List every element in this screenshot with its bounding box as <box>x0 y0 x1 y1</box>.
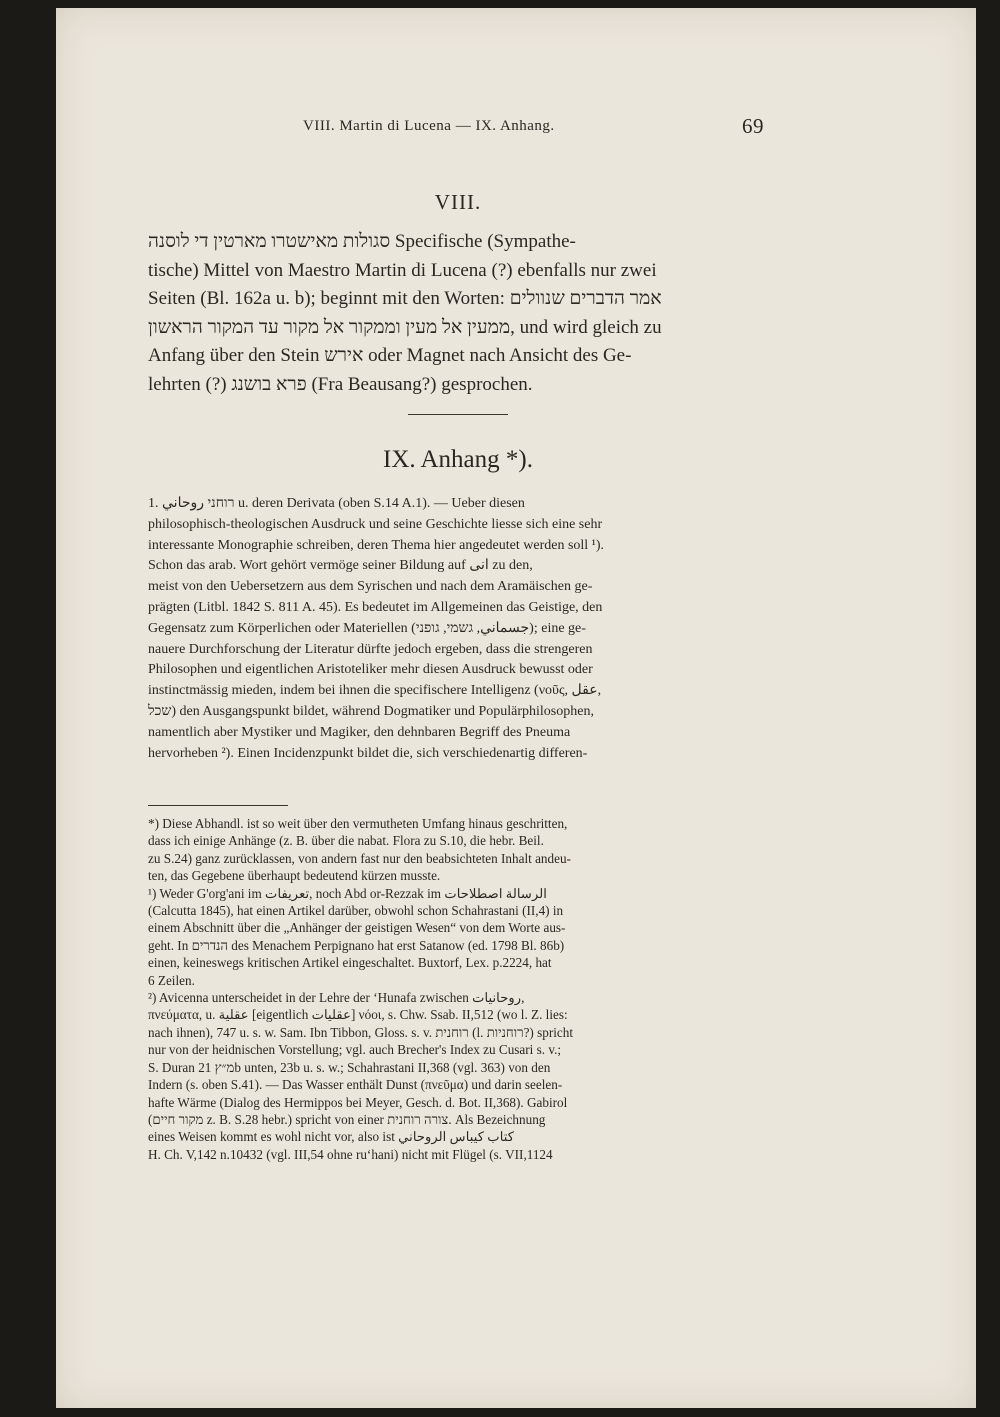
footnote-divider <box>148 805 288 806</box>
footnote-line: Indern (s. oben S.41). — Das Wasser enthält Dunst (πνεῦμα) und darin seelen- <box>148 1077 563 1093</box>
text-line: meist von den Uebersetzern aus dem Syrischen und nach dem Aramäischen ge- <box>148 579 593 595</box>
footnote-line: zu S.24) ganz zurücklassen, von andern fast nur den beabsichteten Inhalt andeu- <box>148 850 571 866</box>
section-ix-body <box>148 494 768 764</box>
section-divider <box>408 414 508 415</box>
footnote-line: nur von der heidnischen Vorstellung; vgl. auch Brecher's Index zu Cusari s. v.; <box>148 1042 562 1058</box>
text-line: tische) Mittel von Maestro Martin di Lucena (?) ebenfalls nur zwei <box>148 259 657 281</box>
text-line: Schon das arab. Wort gehört vermöge seiner Bildung auf انى zu den, <box>148 558 533 574</box>
footnote-line: 6 Zeilen. <box>148 972 195 988</box>
text-line: שכל) den Ausgangspunkt bildet, während Dogmatiker und Populärphilosophen, <box>148 703 594 719</box>
footnote-line: eines Weisen kommt es wohl nicht vor, also ist كتاب كيباس الروحاني <box>148 1129 514 1145</box>
text-line: interessante Monographie schreiben, deren Thema hier angedeutet werden soll ¹). <box>148 537 605 553</box>
text-line: Philosophen und eigentlichen Aristoteliker mehr diesen Ausdruck bewusst oder <box>148 662 593 678</box>
text-line: סגולות מאישטרו מארטין די לוסנה Specifische (Sympathe- <box>148 231 576 252</box>
footnote-line: (מקור חיים z. B. S.28 hebr.) spricht von einer צורה רוחנית. Als Bezeichnung <box>148 1111 546 1127</box>
text-line: Anfang über den Stein אירש oder Magnet nach Ansicht des Ge- <box>148 345 632 367</box>
footnote-line: einen, keineswegs kritischen Artikel eingeschaltet. Buxtorf, Lex. p.2224, hat <box>148 955 552 971</box>
text-line: hervorheben ²). Einen Incidenzpunkt bildet die, sich verschiedenartig differen- <box>148 745 588 761</box>
footnote-line: ten, das Gegebene überhaupt bedeutend kürzen musste. <box>148 868 441 884</box>
section-viii-heading: VIII. <box>434 190 482 214</box>
footnote-line: (Calcutta 1845), hat einen Artikel darüber, obwohl schon Schahrastani (II,4) in <box>148 903 564 919</box>
section-ix-heading: IX. Anhang *). <box>383 446 533 473</box>
footnote-line: einem Abschnitt über die „Anhänger der geistigen Wesen“ von dem Worte aus- <box>148 920 566 936</box>
text-line: instinctmässig mieden, indem bei ihnen die specifischere Intelligenz (νοῦς, عقل, <box>148 683 602 699</box>
footnote-line: S. Duran מ״ץ 21b unten, 23b u. s. w.; Schahrastani II,368 (vgl. 363) von den <box>148 1059 551 1075</box>
text-line: prägten (Litbl. 1842 S. 811 A. 45). Es bedeutet im Allgemeinen das Geistige, den <box>148 599 603 615</box>
section-viii-body <box>148 228 768 400</box>
text-line: philosophisch-theologischen Ausdruck und seine Geschichte liesse sich eine sehr <box>148 516 603 532</box>
text-line: ממעין אל מעין וממקור אל מקור עד המקור הראשון, und wird gleich zu <box>148 316 662 338</box>
text-line: 1. רוחני روحاني u. deren Derivata (oben S.14 A.1). — Ueber diesen <box>148 496 525 511</box>
text-line: Seiten (Bl. 162a u. b); beginnt mit den Worten: אמר הדברים שנוולים <box>148 288 662 310</box>
text-line: namentlich aber Mystiker und Magiker, den dehnbaren Begriff des Pneuma <box>148 724 571 740</box>
footnote-line: ¹) Weder G'org'ani im تعريفات, noch Abd or-Rezzak im الرسالة اصطلاحات <box>148 885 547 901</box>
text-line: Gegensatz zum Körperlichen oder Materiellen (جسماني, גשמי, גופני); eine ge- <box>148 620 586 636</box>
text-line: nauere Durchforschung der Literatur dürfte jedoch ergeben, dass die strengeren <box>148 641 593 657</box>
footnote-line: H. Ch. V,142 n.10432 (vgl. III,54 ohne ru‘hani) nicht mit Flügel (s. VII,1124 <box>148 1146 553 1162</box>
running-head-title: VIII. Martin di Lucena — IX. Anhang. <box>303 118 555 134</box>
text-line: lehrten (?) פרא בושנג (Fra Beausang?) gesprochen. <box>148 373 533 395</box>
footnotes <box>148 815 768 1163</box>
footnote-line: *) Diese Abhandl. ist so weit über den vermutheten Umfang hinaus geschritten, <box>148 816 568 831</box>
footnote-line: hafte Wärme (Dialog des Hermippos bei Meyer, Gesch. d. Bot. II,368). Gabirol <box>148 1094 568 1110</box>
footnote-line: πνεύματα, u. عقلية [eigentlich عقليات] νόοι, s. Chw. Ssab. II,512 (wo l. Z. lies: <box>148 1007 568 1023</box>
footnote-line: ²) Avicenna unterscheidet in der Lehre der ‘Hunafa zwischen روحانيات, <box>148 990 525 1006</box>
page-number: 69 <box>742 114 764 138</box>
footnote-line: nach ihnen), 747 u. s. w. Sam. Ibn Tibbon, Gloss. s. v. רוחנית (l. רוחניות?) spricht <box>148 1024 573 1040</box>
footnote-line: geht. In הנדרים des Menachem Perpignano hat erst Satanow (ed. 1798 Bl. 86b) <box>148 937 565 953</box>
footnote-line: dass ich einige Anhänge (z. B. über die nabat. Flora zu S.10, die hebr. Beil. <box>148 833 544 849</box>
